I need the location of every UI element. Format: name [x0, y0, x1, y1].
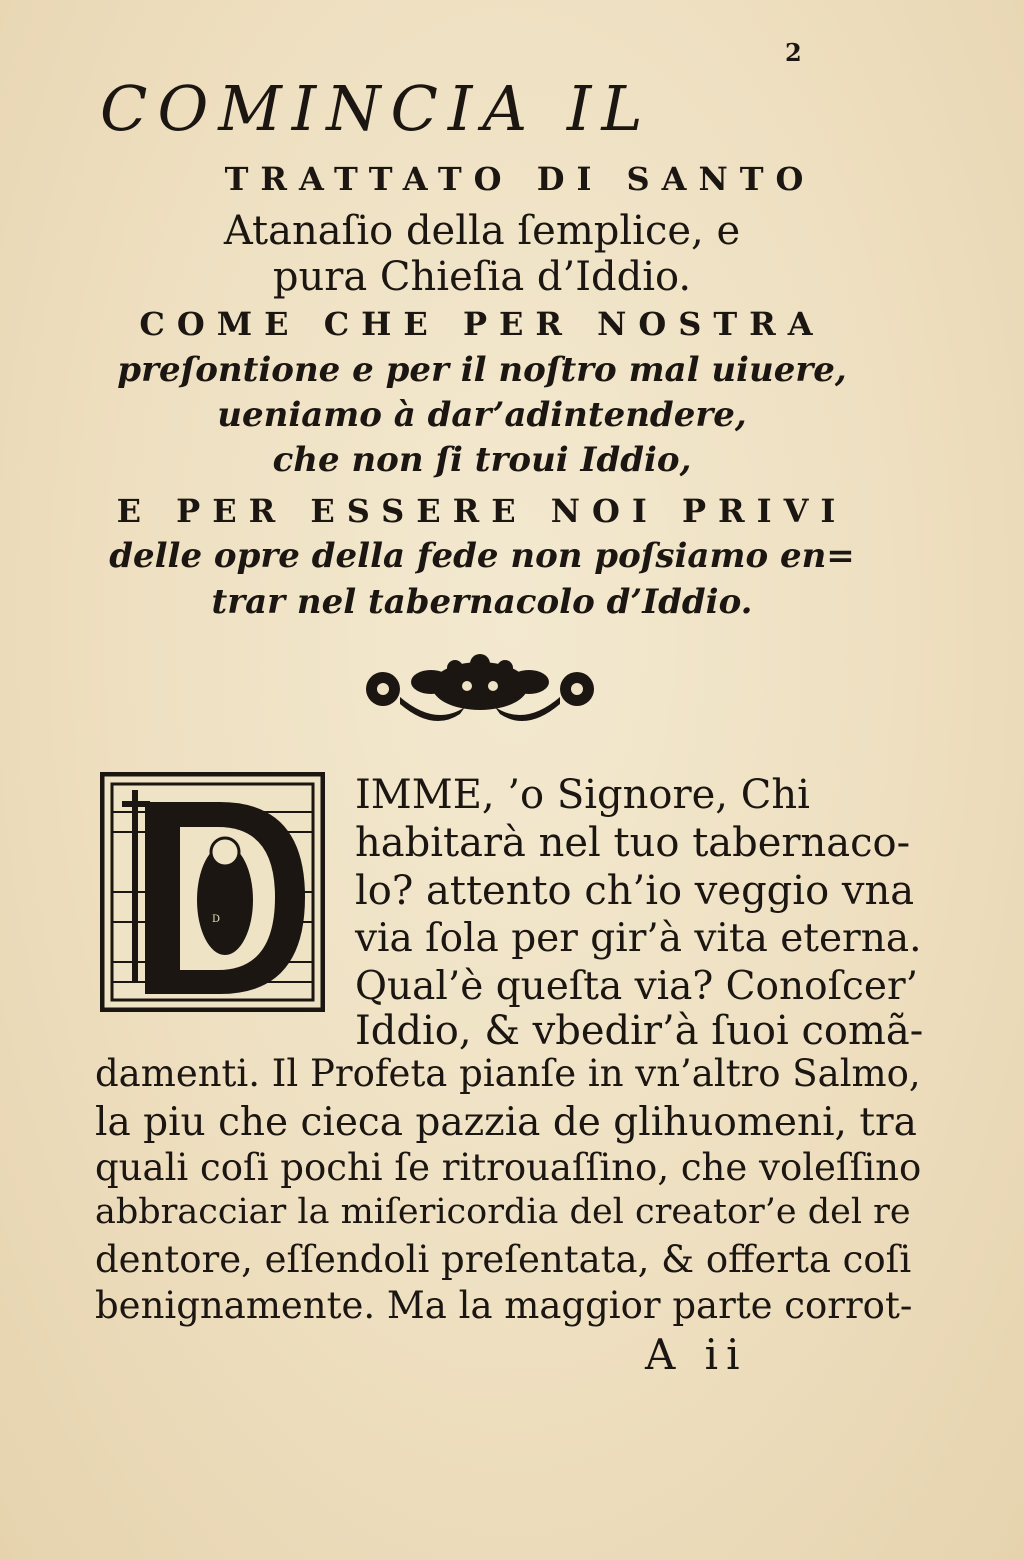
body-line-12: benignamente. Ma la maggior parte corrot- — [95, 1284, 913, 1327]
subheading-line-3: ueniamo à dar’adintendere, — [217, 395, 747, 435]
subheading-line-6: delle opre della fede non poſsiamo en= — [109, 536, 855, 576]
subheading-line-5: E PER ESSERE NOI PRIVI — [116, 492, 848, 530]
body-line-1: IMME, ’o Signore, Chi — [355, 772, 810, 818]
body-line-5: Qual’è queſta via? Conoſcer’ — [355, 964, 918, 1009]
body-line-10: abbracciar la miſericordia del creator’e del re — [95, 1192, 911, 1232]
heading-line-4: pura Chieſia d’Iddio. — [272, 254, 692, 300]
drop-cap-letter: D — [212, 914, 221, 925]
body-line-2: habitarà nel tuo tabernaco- — [355, 820, 911, 866]
signature-mark: A ii — [645, 1330, 748, 1379]
body-line-11: dentore, eſſendoli preſentata, & offerta coſi — [95, 1238, 912, 1281]
body-line-9: quali coſi pochi ſe ritrouaſſino, che voleſſino — [95, 1146, 922, 1189]
floral-ornament-icon — [355, 652, 605, 726]
subheading-line-7: trar nel tabernacolo d’Iddio. — [211, 582, 753, 622]
historiated-initial-d — [100, 772, 325, 1012]
heading-line-2: TRATTATO DI SANTO — [224, 160, 816, 198]
body-line-6: Iddio, & vbedir’à ſuoi comã- — [355, 1008, 924, 1054]
body-line-8: la piu che cieca pazzia de glihuomeni, tra — [95, 1100, 917, 1145]
subheading-line-2: preſontione e per il noſtro mal uiuere, — [117, 350, 847, 390]
subheading-line-1: COME CHE PER NOSTRA — [139, 305, 825, 343]
heading-line-3: Atanaſio della ſemplice, e — [223, 208, 741, 254]
heading-line-1: COMINCIA IL — [100, 72, 653, 145]
subheading-line-4: che non ſi troui Iddio, — [272, 440, 692, 480]
folio-number: 2 — [785, 38, 802, 67]
body-line-3: lo? attento ch’io veggio vna — [355, 868, 915, 914]
body-line-4: via ſola per gir’à vita eterna. — [355, 916, 922, 961]
body-line-7: damenti. Il Profeta pianſe in vn’altro Salmo, — [95, 1052, 921, 1095]
